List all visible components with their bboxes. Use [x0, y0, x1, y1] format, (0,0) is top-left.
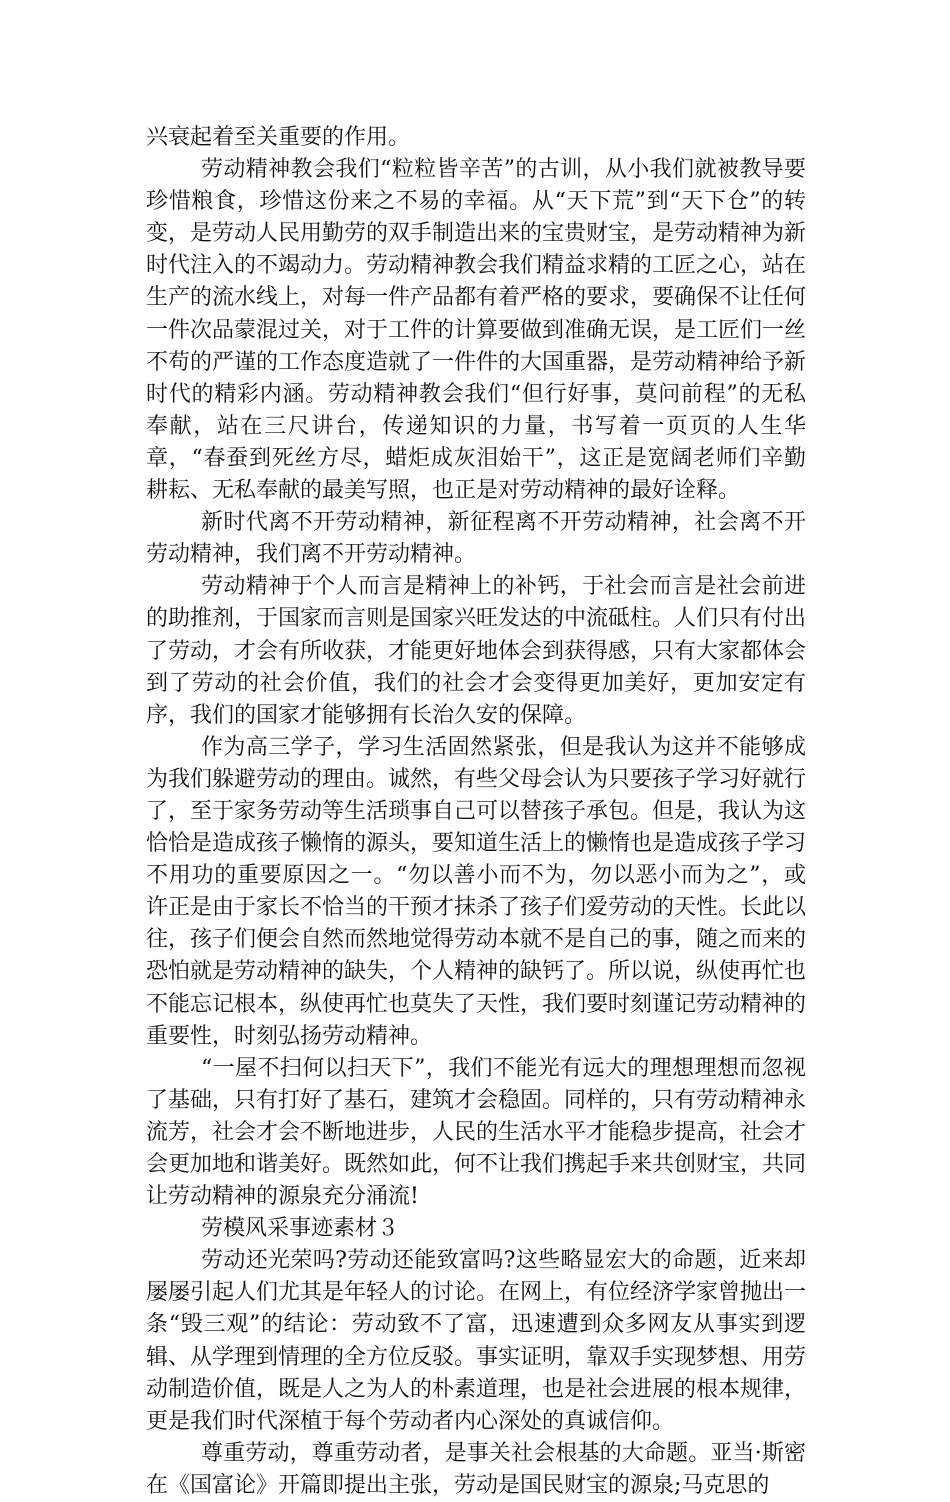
document-body — [146, 122, 806, 1502]
paragraph-continuation: 兴衰起着至关重要的作用。 — [146, 125, 411, 150]
paragraph-new-era: 新时代离不开劳动精神，新征程离不开劳动精神，社会离不开劳动精神，我们离不开劳动精神。 — [146, 510, 806, 568]
paragraph-labor-glory: 劳动还光荣吗?劳动还能致富吗?这些略显宏大的命题，近来却屡屡引起人们尤其是年轻人的讨论。在网上，有位经济学家曾抛出一条“毁三观”的结论：劳动致不了富，迅速遭到众多网友从事实到逻辑、从学理到情理的全方位反驳。事实证明，靠双手实现梦想、用劳动制造价值，既是人之为人的朴素道理，也是社会进展的根本规律，更是我们时代深植于每个劳动者内心深处的真诚信仰。 — [146, 1248, 807, 1434]
section-heading: 劳模风采事迹素材３ — [201, 1216, 400, 1242]
paragraph-senior-student: 作为高三学子，学习生活固然紧张，但是我认为这并不能够成为我们躲避劳动的理由。诚然，有些父母会认为只要孩子学习好就行了，至于家务劳动等生活琐事自己可以替孩子承包。但是，我认为这恰恰是造成孩子懒惰的源头，要知道生活上的懒惰也是造成孩子学习不用功的重要原因之一。“勿以善小而不为，勿以恶小而为之”，或许正是由于家长不恰当的干预才抹杀了孩子们爱劳动的天性。长此以往，孩子们便会自然而然地觉得劳动本就不是自己的事，随之而来的恐怕就是劳动精神的缺失，个人精神的缺钙了。所以说，纵使再忙也不能忘记根本，纵使再忙也莫失了天性，我们要时刻谨记劳动精神的重要性，时刻弘扬劳动精神。 — [146, 734, 807, 1049]
paragraph-sweep-house: “一屋不扫何以扫天下”，我们不能光有远大的理想理想而忽视了基础，只有打好了基石，建筑才会稳固。同样的，只有劳动精神永流芳，社会才会不断地进步，人民的生活水平才能稳步提高，社会才会更加地和谐美好。既然如此，何不让我们携起手来共创财宝，共同让劳动精神的源泉充分涌流! — [146, 1055, 807, 1210]
paragraph-labor-spirit-value: 劳动精神于个人而言是精神上的补钙，于社会而言是社会前进的助推剂，于国家而言则是国家兴旺发达的中流砥柱。人们只有付出了劳动，才会有所收获，才能更好地体会到获得感，只有大家都体会到了劳动的社会价值，我们的社会才会变得更加美好，更加安定有序，我们的国家才能够拥有长治久安的保障。 — [146, 574, 807, 728]
paragraph-respect-labor: 尊重劳动，尊重劳动者，是事关社会根基的大命题。亚当·斯密在《国富论》开篇即提出主张，劳动是国民财宝的源泉;马克思的 — [146, 1440, 806, 1498]
paragraph-labor-teaches: 劳动精神教会我们“粒粒皆辛苦”的古训，从小我们就被教导要珍惜粮食，珍惜这份来之不易的幸福。从“天下荒”到“天下仓”的转变，是劳动人民用勤劳的双手制造出来的宝贵财宝，是劳动精神为新时代注入的不竭动力。劳动精神教会我们精益求精的工匠之心，站在生产的流水线上，对每一件产品都有着严格的要求，要确保不让任何一件次品蒙混过关，对于工件的计算要做到准确无误，是工匠们一丝不苟的严谨的工作态度造就了一件件的大国重器，是劳动精神给予新时代的精彩内涵。劳动精神教会我们“但行好事，莫问前程”的无私奉献，站在三尺讲台，传递知识的力量，书写着一页页的人生华章，“春蚕到死丝方尽，蜡炬成灰泪始干”，这正是宽阔老师们辛勤耕耘、无私奉献的最美写照，也正是对劳动精神的最好诠释。 — [146, 157, 807, 504]
